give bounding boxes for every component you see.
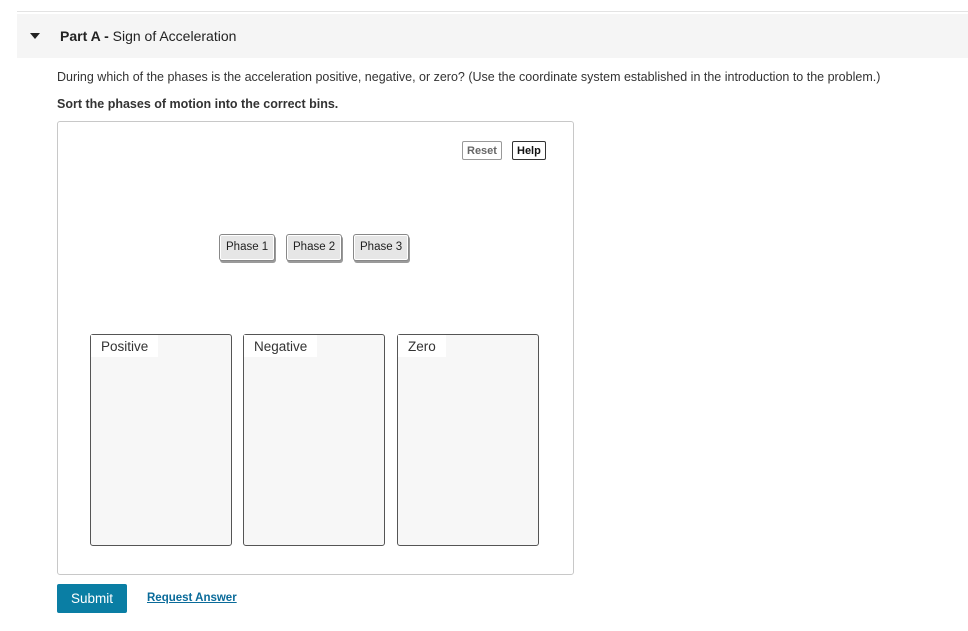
bin-label-negative: Negative bbox=[244, 335, 317, 357]
help-button[interactable]: Help bbox=[512, 141, 546, 160]
bin-label-positive: Positive bbox=[91, 335, 158, 357]
reset-button[interactable]: Reset bbox=[462, 141, 502, 160]
caret-down-icon[interactable] bbox=[30, 33, 40, 39]
part-header[interactable] bbox=[17, 14, 968, 58]
top-divider bbox=[17, 11, 968, 12]
bin-positive[interactable] bbox=[90, 334, 232, 546]
bin-label-zero: Zero bbox=[398, 335, 446, 357]
draggable-phase-1[interactable]: Phase 1 bbox=[219, 234, 275, 261]
part-label: Part A - bbox=[60, 28, 109, 44]
part-title bbox=[60, 28, 236, 44]
request-answer-link[interactable]: Request Answer bbox=[147, 592, 237, 604]
sorting-workspace bbox=[57, 121, 574, 575]
draggable-phase-3[interactable]: Phase 3 bbox=[353, 234, 409, 261]
question-text: During which of the phases is the acceleration positive, negative, or zero? (Use the coordinate system established in the introduction to the problem.) bbox=[57, 70, 881, 84]
bin-negative[interactable] bbox=[243, 334, 385, 546]
draggable-phase-2[interactable]: Phase 2 bbox=[286, 234, 342, 261]
submit-button[interactable]: Submit bbox=[57, 584, 127, 613]
part-title-text: Sign of Acceleration bbox=[112, 28, 237, 44]
instruction-text: Sort the phases of motion into the correct bins. bbox=[57, 97, 339, 111]
bin-zero[interactable] bbox=[397, 334, 539, 546]
